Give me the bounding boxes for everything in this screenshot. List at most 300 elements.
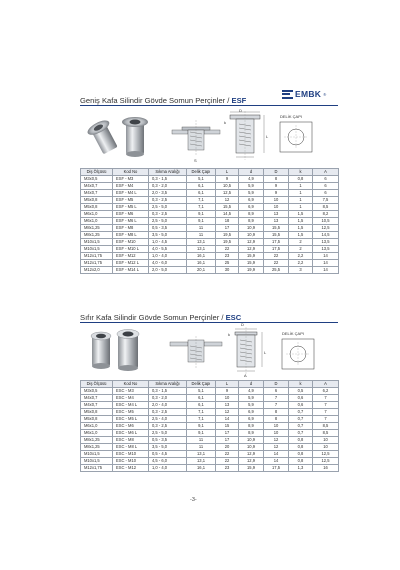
table-cell: 3,5 - 5,0 xyxy=(149,232,187,239)
table-cell: M6x1,0 xyxy=(81,218,113,225)
table-row xyxy=(81,451,339,458)
table-cell: ESF - M10 L xyxy=(113,246,149,253)
table-cell: 14 xyxy=(264,458,289,465)
table-cell: 6,9 xyxy=(239,204,264,211)
table-cell: 0,6 xyxy=(289,402,313,409)
table-cell: M8x1,25 xyxy=(81,444,113,451)
table-cell: 15,9 xyxy=(239,253,264,260)
drawing-label-d: D xyxy=(241,322,244,327)
table-cell: 12 xyxy=(264,437,289,444)
table-row xyxy=(81,197,339,204)
table-cell: 2 xyxy=(289,239,313,246)
table-cell: 8,5 xyxy=(313,430,339,437)
drawing-label-s: S xyxy=(194,158,197,163)
table-cell: ESF - M10 xyxy=(113,239,149,246)
header-grip-range: Sıkma Aralığı xyxy=(149,381,187,388)
table-cell: 7 xyxy=(313,409,339,416)
section-title-text: Sıfır Kafa Silindir Gövde Somun Perçinler / xyxy=(80,313,226,322)
table-cell: 2,0 - 3,5 xyxy=(149,190,187,197)
table-cell: 0,8 xyxy=(289,451,313,458)
table-row xyxy=(81,402,339,409)
table-cell: ESF - M12 xyxy=(113,253,149,260)
table-cell: 7,1 xyxy=(187,197,216,204)
table-cell: ESF - M6 L xyxy=(113,218,149,225)
table-cell: 1,5 xyxy=(289,211,313,218)
table-cell: 10,9 xyxy=(239,225,264,232)
table-row xyxy=(81,267,339,274)
table-cell: 2,0 - 5,0 xyxy=(149,267,187,274)
table-cell: M4x0,7 xyxy=(81,395,113,402)
table-cell: 8,9 xyxy=(239,430,264,437)
table-row xyxy=(81,444,339,451)
table-cell: 17,5 xyxy=(264,239,289,246)
table-cell: 15,5 xyxy=(264,232,289,239)
table-cell: 9,1 xyxy=(187,430,216,437)
table-cell: 10,9 xyxy=(239,444,264,451)
table-cell: 17,5 xyxy=(264,465,289,472)
header-d-large: D xyxy=(264,169,289,176)
table-cell: ESF - M3 xyxy=(113,176,149,183)
table-cell: 16,1 xyxy=(187,465,216,472)
table-cell: 4,0 - 5,5 xyxy=(149,246,187,253)
esc-installed-drawing xyxy=(168,336,224,370)
table-cell: ESF - M12 L xyxy=(113,260,149,267)
table-cell: M3x0,5 xyxy=(81,388,113,395)
section-title-esf xyxy=(80,96,246,105)
table-cell: 6,1 xyxy=(187,395,216,402)
table-cell: 4,0 - 6,0 xyxy=(149,260,187,267)
table-cell: 0,8 xyxy=(289,458,313,465)
table-cell: 3 xyxy=(289,267,313,274)
table-cell: 7 xyxy=(313,395,339,402)
table-cell: 5,1 xyxy=(187,388,216,395)
table-cell: 15,5 xyxy=(216,204,239,211)
table-cell: 14 xyxy=(313,253,339,260)
table-cell: 8 xyxy=(264,416,289,423)
table-cell: 12,5 xyxy=(313,451,339,458)
table-cell: 8,5 xyxy=(313,423,339,430)
table-cell: 7 xyxy=(264,402,289,409)
table-cell: 0,5 xyxy=(289,388,313,395)
table-cell: 9,1 xyxy=(187,423,216,430)
table-cell: ESF - M8 L xyxy=(113,232,149,239)
table-cell: M10x1,5 xyxy=(81,451,113,458)
table-cell: 13,1 xyxy=(187,458,216,465)
table-cell: 10 xyxy=(264,430,289,437)
table-cell: 1 xyxy=(289,190,313,197)
table-cell: M12x2,0 xyxy=(81,267,113,274)
table-cell: 2,2 xyxy=(289,260,313,267)
table-cell: 12 xyxy=(264,444,289,451)
table-cell: 1,0 - 4,0 xyxy=(149,465,187,472)
table-cell: 9,1 xyxy=(187,218,216,225)
header-a: A xyxy=(313,381,339,388)
drawing-label-l: L xyxy=(266,134,269,139)
table-cell: 7,1 xyxy=(187,204,216,211)
section-title-code: ESF xyxy=(231,96,247,105)
header-l: L xyxy=(216,169,239,176)
table-cell: 7,1 xyxy=(187,409,216,416)
table-cell: 12,9 xyxy=(239,246,264,253)
table-cell: 12 xyxy=(216,409,239,416)
table-cell: 11 xyxy=(187,225,216,232)
table-cell: 8,9 xyxy=(239,211,264,218)
table-cell: M12x1,75 xyxy=(81,253,113,260)
table-cell: 6,1 xyxy=(187,402,216,409)
table-cell: 6 xyxy=(313,176,339,183)
table-cell: M6x1,0 xyxy=(81,430,113,437)
table-cell: 2,5 - 5,0 xyxy=(149,204,187,211)
table-cell: 17 xyxy=(216,437,239,444)
table-cell: 22 xyxy=(216,458,239,465)
table-cell: M12x1,75 xyxy=(81,465,113,472)
table-cell: 10,5 xyxy=(216,183,239,190)
table-cell: 14,5 xyxy=(216,211,239,218)
table-cell: 1,5 xyxy=(289,232,313,239)
table-cell: 6,1 xyxy=(187,183,216,190)
table-cell: 6,2 xyxy=(313,388,339,395)
table-row xyxy=(81,211,339,218)
esf-installed-drawing xyxy=(170,118,222,158)
table-cell: 3,5 - 5,0 xyxy=(149,444,187,451)
section-title-esc xyxy=(80,313,241,322)
table-row xyxy=(81,458,339,465)
table-cell: 2,2 xyxy=(289,253,313,260)
table-cell: 13,1 xyxy=(187,239,216,246)
table-cell: 22 xyxy=(216,246,239,253)
table-cell: 7 xyxy=(313,402,339,409)
table-cell: 10 xyxy=(264,423,289,430)
table-cell: M5x0,8 xyxy=(81,409,113,416)
table-cell: 15,5 xyxy=(264,225,289,232)
table-cell: 13,5 xyxy=(313,246,339,253)
table-cell: 12,9 xyxy=(239,239,264,246)
table-cell: 15,9 xyxy=(239,260,264,267)
table-cell: 12,9 xyxy=(239,458,264,465)
table-cell: 5,9 xyxy=(239,190,264,197)
table-cell: 0,8 xyxy=(289,176,313,183)
table-cell: M6x1,0 xyxy=(81,423,113,430)
header-hole-diameter: Delik Çapı xyxy=(187,381,216,388)
table-cell: 5,9 xyxy=(239,402,264,409)
table-cell: 10 xyxy=(264,204,289,211)
table-cell: 8,2 xyxy=(313,211,339,218)
table-cell: 15,9 xyxy=(239,465,264,472)
table-cell: 7 xyxy=(313,416,339,423)
table-cell: 9 xyxy=(216,388,239,395)
table-cell: ESC - M5 L xyxy=(113,416,149,423)
table-cell: 4,9 xyxy=(239,388,264,395)
table-cell: 11 xyxy=(187,437,216,444)
table-cell: 10,9 xyxy=(239,437,264,444)
table-cell: 6,9 xyxy=(239,197,264,204)
table-cell: 6,9 xyxy=(239,416,264,423)
table-cell: 14,5 xyxy=(313,232,339,239)
table-row xyxy=(81,423,339,430)
esf-hole-drawing xyxy=(278,120,314,154)
table-cell: ESF - M5 L xyxy=(113,204,149,211)
table-cell: 1,0 - 4,0 xyxy=(149,253,187,260)
table-row xyxy=(81,430,339,437)
table-cell: 6 xyxy=(264,388,289,395)
table-cell: 7,5 xyxy=(313,197,339,204)
table-cell: 5,9 xyxy=(239,183,264,190)
header-d-small: d xyxy=(239,169,264,176)
table-cell: 5,9 xyxy=(239,395,264,402)
table-cell: 1 xyxy=(289,183,313,190)
table-cell: ESC - M6 xyxy=(113,423,149,430)
table-cell: 8,5 xyxy=(313,204,339,211)
table-cell: 13 xyxy=(216,402,239,409)
table-cell: 0,3 - 2,5 xyxy=(149,211,187,218)
table-cell: 0,3 - 1,5 xyxy=(149,388,187,395)
table-cell: 10 xyxy=(313,437,339,444)
table-cell: 25 xyxy=(216,260,239,267)
table-cell: 23 xyxy=(216,465,239,472)
table-cell: 7 xyxy=(264,395,289,402)
table-cell: 15 xyxy=(216,423,239,430)
table-cell: 0,7 xyxy=(289,430,313,437)
header-thread-size: Diş Ölçüsü xyxy=(81,381,113,388)
table-cell: 12,5 xyxy=(216,190,239,197)
table-cell: ESC - M8 xyxy=(113,437,149,444)
hole-diameter-label: DELİK ÇAPI xyxy=(282,331,305,336)
table-cell: 0,6 xyxy=(289,395,313,402)
table-cell: 10,5 xyxy=(313,218,339,225)
table-cell: M8x1,25 xyxy=(81,232,113,239)
table-cell: ESC - M8 L xyxy=(113,444,149,451)
table-cell: M4x0,7 xyxy=(81,402,113,409)
table-cell: M8x1,25 xyxy=(81,437,113,444)
section-divider xyxy=(80,322,338,323)
table-cell: 0,3 - 2,5 xyxy=(149,197,187,204)
table-row xyxy=(81,176,339,183)
table-row xyxy=(81,416,339,423)
drawing-label-d: D xyxy=(239,108,242,113)
table-cell: M6x1,0 xyxy=(81,211,113,218)
table-cell: 2,5 - 5,0 xyxy=(149,430,187,437)
table-row xyxy=(81,204,339,211)
table-cell: 0,5 - 4,5 xyxy=(149,451,187,458)
table-cell: 19,9 xyxy=(239,267,264,274)
drawing-label-l: L xyxy=(264,350,267,355)
table-cell: 16,1 xyxy=(187,260,216,267)
table-cell: 9,1 xyxy=(187,211,216,218)
table-row xyxy=(81,253,339,260)
table-cell: 14 xyxy=(216,416,239,423)
table-cell: 17 xyxy=(216,430,239,437)
table-row xyxy=(81,465,339,472)
table-cell: 6 xyxy=(313,183,339,190)
section-divider xyxy=(80,105,338,106)
table-header-row xyxy=(81,169,339,176)
table-cell: 22 xyxy=(216,451,239,458)
table-cell: 14 xyxy=(264,451,289,458)
table-cell: 11 xyxy=(187,444,216,451)
table-row xyxy=(81,437,339,444)
table-cell: 20 xyxy=(216,444,239,451)
table-cell: 30 xyxy=(216,267,239,274)
table-cell: M5x0,8 xyxy=(81,416,113,423)
table-cell: 10 xyxy=(264,197,289,204)
table-cell: ESC - M5 xyxy=(113,409,149,416)
table-cell: 9 xyxy=(264,183,289,190)
table-cell: 11 xyxy=(187,232,216,239)
header-thread-size: Diş Ölçüsü xyxy=(81,169,113,176)
table-cell: ESF - M14 L xyxy=(113,267,149,274)
table-cell: ESF - M6 xyxy=(113,211,149,218)
table-cell: 12,5 xyxy=(313,225,339,232)
table-cell: 20,1 xyxy=(187,267,216,274)
table-cell: 10 xyxy=(313,444,339,451)
header-k: k xyxy=(289,169,313,176)
table-cell: 10,9 xyxy=(239,232,264,239)
table-cell: ESC - M4 L xyxy=(113,402,149,409)
table-cell: 0,3 - 2,0 xyxy=(149,183,187,190)
table-cell: M10x1,5 xyxy=(81,246,113,253)
section-title-code: ESC xyxy=(225,313,242,322)
table-row xyxy=(81,232,339,239)
table-cell: 13,5 xyxy=(313,239,339,246)
header-d-small: d xyxy=(239,381,264,388)
table-row xyxy=(81,239,339,246)
table-cell: M10x1,5 xyxy=(81,458,113,465)
table-cell: M5x0,8 xyxy=(81,204,113,211)
esf-product-photo xyxy=(86,112,158,162)
table-cell: 6,1 xyxy=(187,190,216,197)
table-cell: 1 xyxy=(289,204,313,211)
table-cell: 2,5 - 5,0 xyxy=(149,218,187,225)
table-row xyxy=(81,388,339,395)
table-cell: ESC - M10 xyxy=(113,458,149,465)
table-cell: 0,8 xyxy=(289,444,313,451)
brand-mark-icon xyxy=(282,90,293,99)
table-cell: ESC - M3 xyxy=(113,388,149,395)
header-k: k xyxy=(289,381,313,388)
table-cell: 19,5 xyxy=(216,239,239,246)
brand-name: EMBK xyxy=(295,89,322,99)
table-cell: 2 xyxy=(289,246,313,253)
table-cell: 14 xyxy=(313,267,339,274)
table-cell: 12,5 xyxy=(313,458,339,465)
table-cell: 0,7 xyxy=(289,409,313,416)
header-grip-range: Sıkma Aralığı xyxy=(149,169,187,176)
table-cell: 13 xyxy=(264,218,289,225)
table-cell: 22 xyxy=(264,253,289,260)
header-code: Kod No xyxy=(113,169,149,176)
table-cell: 22 xyxy=(264,260,289,267)
table-cell: 10 xyxy=(216,395,239,402)
table-cell: 14 xyxy=(313,260,339,267)
table-cell: 0,7 xyxy=(289,423,313,430)
table-cell: 16,1 xyxy=(187,253,216,260)
esc-hole-drawing xyxy=(280,337,316,371)
table-cell: 1,5 xyxy=(289,218,313,225)
table-cell: 4,9 xyxy=(239,176,264,183)
table-cell: M4x0,7 xyxy=(81,183,113,190)
table-cell: ESC - M4 xyxy=(113,395,149,402)
esc-spec-table xyxy=(80,380,339,472)
esf-spec-table xyxy=(80,168,339,274)
table-cell: 16 xyxy=(313,465,339,472)
table-cell: 25,5 xyxy=(264,267,289,274)
hole-diameter-label: DELİK ÇAPI xyxy=(280,114,303,119)
table-cell: 2,5 - 4,0 xyxy=(149,416,187,423)
table-cell: 0,3 - 2,0 xyxy=(149,395,187,402)
table-cell: 13 xyxy=(264,211,289,218)
table-cell: 1,3 xyxy=(289,465,313,472)
table-cell: 0,5 - 3,5 xyxy=(149,437,187,444)
table-cell: 8,9 xyxy=(239,423,264,430)
esc-product-photo xyxy=(88,326,158,372)
table-cell: 5,1 xyxy=(187,176,216,183)
table-cell: ESC - M12 xyxy=(113,465,149,472)
table-cell: 8 xyxy=(264,176,289,183)
table-cell: 2,0 - 4,0 xyxy=(149,402,187,409)
table-row xyxy=(81,395,339,402)
table-cell: ESC - M10 xyxy=(113,451,149,458)
table-cell: 6,9 xyxy=(239,409,264,416)
table-cell: M8x1,25 xyxy=(81,225,113,232)
section-title-text: Geniş Kafa Silindir Gövde Somun Perçinler / xyxy=(80,96,232,105)
table-cell: 0,8 xyxy=(289,437,313,444)
table-cell: M3x0,5 xyxy=(81,176,113,183)
table-cell: 8,9 xyxy=(239,218,264,225)
table-cell: M12x1,75 xyxy=(81,260,113,267)
header-l: L xyxy=(216,381,239,388)
header-a: A xyxy=(313,169,339,176)
table-cell: ESC - M6 L xyxy=(113,430,149,437)
registered-mark: ® xyxy=(323,91,327,97)
table-cell: 23 xyxy=(216,253,239,260)
table-row xyxy=(81,218,339,225)
table-cell: 0,3 - 2,5 xyxy=(149,423,187,430)
table-cell: 9 xyxy=(216,176,239,183)
table-cell: 17,5 xyxy=(264,246,289,253)
table-cell: 1,0 - 4,5 xyxy=(149,239,187,246)
table-cell: M10x1,5 xyxy=(81,239,113,246)
brand-logo xyxy=(282,89,326,99)
table-cell: 0,7 xyxy=(289,416,313,423)
table-cell: ESF - M4 L xyxy=(113,190,149,197)
table-row xyxy=(81,183,339,190)
table-cell: 1 xyxy=(289,197,313,204)
table-cell: 9 xyxy=(264,190,289,197)
table-cell: 18 xyxy=(216,218,239,225)
table-cell: 12 xyxy=(216,197,239,204)
table-cell: 17 xyxy=(216,225,239,232)
header-d-large: D xyxy=(264,381,289,388)
table-cell: 19,5 xyxy=(216,232,239,239)
table-cell: ESF - M5 xyxy=(113,197,149,204)
table-cell: ESF - M8 xyxy=(113,225,149,232)
table-row xyxy=(81,246,339,253)
table-cell: 7,1 xyxy=(187,416,216,423)
table-row xyxy=(81,225,339,232)
page-number: -3- xyxy=(190,497,197,503)
table-cell: 1,5 xyxy=(289,225,313,232)
table-cell: 0,3 - 1,5 xyxy=(149,176,187,183)
drawing-label-k: k xyxy=(228,332,230,337)
table-row xyxy=(81,409,339,416)
table-cell: 6 xyxy=(313,190,339,197)
drawing-label-a: A xyxy=(244,373,247,378)
table-cell: ESF - M4 xyxy=(113,183,149,190)
header-code: Kod No xyxy=(113,381,149,388)
table-cell: 8 xyxy=(264,409,289,416)
table-row xyxy=(81,260,339,267)
table-header-row xyxy=(81,381,339,388)
